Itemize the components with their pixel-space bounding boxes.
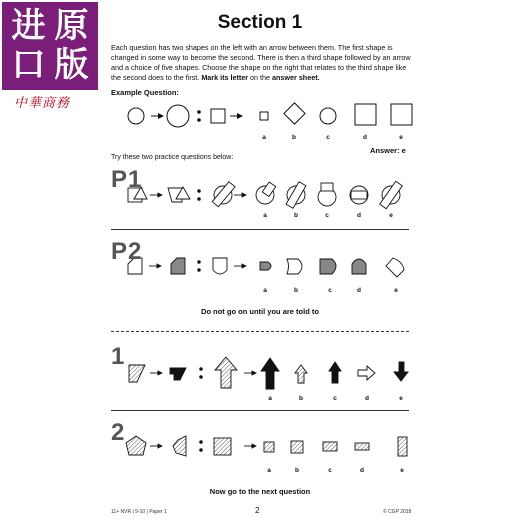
example-q-circle-small (128, 108, 144, 124)
badge-char-1: 进 (11, 6, 46, 46)
badge-char-2: 原 (54, 6, 89, 46)
option-letter-e: e (394, 287, 398, 294)
question-number-p2: P2 (111, 238, 143, 265)
example-opt-d (355, 104, 376, 125)
colon-dot (198, 198, 201, 201)
page-title: Section 1 (217, 12, 303, 33)
q1-figures (129, 357, 408, 389)
option-letter-e: e (399, 134, 403, 141)
example-figures (128, 103, 412, 127)
next-instruction: Now go to the next question (209, 487, 311, 496)
colon-dot (200, 449, 203, 452)
example-label: Example Question: (111, 88, 179, 97)
option-letter-a: a (267, 467, 271, 474)
option-letter-c: c (325, 212, 329, 219)
colon-dot (200, 368, 203, 371)
option-letter-c: c (328, 287, 332, 294)
question-number-2: 2 (111, 419, 126, 446)
option-letter-d: d (357, 287, 361, 294)
option-letter-b: b (294, 287, 298, 294)
practice-intro: Try these two practice questions below: (111, 154, 234, 161)
p1-figures (128, 181, 402, 209)
example-opt-c (320, 108, 336, 124)
colon-dot (198, 261, 201, 264)
footer-right: © CGP 2018 (383, 509, 412, 515)
option-letter-a: a (262, 134, 266, 141)
q2-figures (126, 436, 407, 456)
stop-instruction: Do not go on until you are told to (201, 307, 319, 316)
option-letter-d: d (363, 134, 367, 141)
page-number: 2 (255, 506, 260, 515)
example-opt-e (391, 104, 412, 125)
footer-left: 11+ NVR | 9-10 | Paper 1 (111, 509, 167, 515)
colon-dot (198, 190, 201, 193)
option-letter-e: e (399, 395, 403, 402)
colon-dot (200, 376, 203, 379)
question-number-p1: P1 (111, 166, 143, 193)
section-divider (111, 410, 409, 411)
publisher-name: 中華商務 (14, 96, 71, 111)
option-letter-b: b (299, 395, 303, 402)
example-answer: Answer: e (370, 146, 406, 155)
p2-figures (128, 258, 404, 277)
section-divider (111, 229, 409, 230)
example-opt-b (284, 103, 305, 124)
colon-dot (198, 119, 201, 122)
option-letter-a: a (263, 212, 267, 219)
option-letter-e: e (400, 467, 404, 474)
option-letter-e: e (389, 212, 393, 219)
option-letter-c: c (326, 134, 330, 141)
dashed-divider (111, 331, 409, 332)
example-opt-a (260, 112, 268, 120)
option-letter-c: c (328, 467, 332, 474)
badge-char-3: 口 (11, 45, 46, 85)
colon-dot (200, 441, 203, 444)
option-letter-d: d (360, 467, 364, 474)
option-letter-a: a (263, 287, 267, 294)
option-letter-b: b (292, 134, 296, 141)
badge-char-4: 版 (54, 45, 89, 85)
option-letter-c: c (333, 395, 337, 402)
question-number-1: 1 (111, 343, 126, 370)
option-letter-d: d (357, 212, 361, 219)
example-q-square (211, 109, 225, 123)
option-letter-a: a (268, 395, 272, 402)
option-letter-b: b (294, 212, 298, 219)
option-letter-b: b (295, 467, 299, 474)
instructions-emphasis: Mark its letter on the answer sheet. (201, 73, 320, 82)
example-q-circle-large (167, 105, 189, 127)
colon-dot (198, 111, 201, 114)
option-letter-d: d (365, 395, 369, 402)
colon-dot (198, 269, 201, 272)
instructions-text: Each question has two shapes on the left with an arrow between them. The first shape is changed in some way to become the second. There is then a third shape followed by an arrow and a choice of five shapes. Choose the shape on the right that relates to the third shape like the second does to the first. (111, 43, 411, 82)
